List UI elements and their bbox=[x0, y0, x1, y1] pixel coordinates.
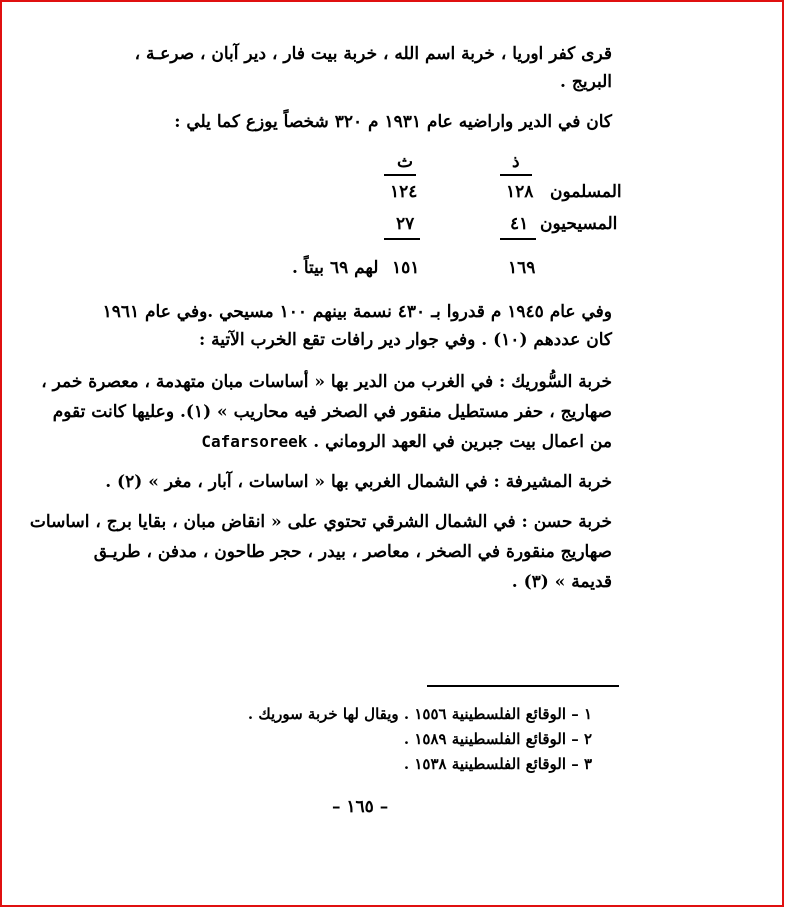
para1-line-1: وفي عام ١٩٤٥ م قدروا بـ ٤٣٠ نسمة بينهم ١٠٠ مسيحي .وفي عام ١٩٦١ bbox=[102, 302, 612, 322]
khirba-sourik-line-2: صهاريج ، حفر مستطيل منقور في الصخر فيه محاريب » (١). وعليها كانت تقوم bbox=[52, 402, 612, 422]
row-christians-female: ٢٧ bbox=[396, 214, 415, 234]
khirba-sourik-line-1: خربة السُّوريك : في الغرب من الدير بها « أساسات مبان متهدمة ، معصرة خمر ، bbox=[41, 372, 612, 392]
top-line-2: البريج . bbox=[560, 72, 612, 92]
header-female: ث bbox=[397, 152, 414, 172]
row-muslims-male: ١٢٨ bbox=[506, 182, 534, 202]
khirba-hasan-line-2: صهاريج منقورة في الصخر ، معاصر ، بيدر ، حجر طاحون ، مدفن ، طريـق bbox=[93, 542, 612, 562]
khirba-hasan-line-3: قديمة » (٣) . bbox=[511, 572, 612, 592]
top-line-1: قرى كفر اوريا ، خربة اسم الله ، خربة بيت فار ، دير آبان ، صرعـة ، bbox=[134, 44, 612, 64]
footnote-3: ٣ – الوقائع الفلسطينية ١٥٣٨ . bbox=[403, 755, 592, 773]
khirba-sourik-line-3 bbox=[201, 430, 612, 454]
khirba-mushayrifa: خربة المشيرفة : في الشمال الغربي بها « اساسات ، آبار ، مغر » (٢) . bbox=[105, 472, 612, 492]
row-muslims-female: ١٢٤ bbox=[390, 182, 418, 202]
latin-name-cafarsoreek: Cafarsoreek bbox=[201, 432, 308, 451]
total-female: ١٥١ bbox=[392, 258, 420, 278]
footnote-rule bbox=[427, 685, 619, 687]
para1-line-2: كان عددهم (١٠) . وفي جوار دير رافات تقع الخرب الآتية : bbox=[198, 330, 612, 350]
population-table bbox=[292, 152, 632, 282]
footnote-1: ١ – الوقائع الفلسطينية ١٥٥٦ . ويقال لها خربة سوريك . bbox=[247, 705, 592, 723]
row-muslims-label: المسلمون bbox=[550, 182, 622, 202]
row-christians-male-underline bbox=[500, 238, 536, 240]
row-christians-female-underline bbox=[384, 238, 420, 240]
page-number: – ١٦٥ – bbox=[332, 797, 389, 817]
total-note: لهم ٦٩ بيتاً . bbox=[292, 258, 379, 278]
row-christians-male: ٤١ bbox=[510, 214, 529, 234]
header-male: ذ bbox=[512, 152, 520, 172]
row-christians-label: المسيحيون bbox=[540, 214, 618, 234]
khirba-hasan-line-1: خربة حسن : في الشمال الشرقي تحتوي على « انقاض مبان ، بقايا برج ، اساسات bbox=[29, 512, 612, 532]
total-male: ١٦٩ bbox=[508, 258, 536, 278]
footnote-2: ٢ – الوقائع الفلسطينية ١٥٨٩ . bbox=[403, 730, 592, 748]
population-intro: كان في الدير واراضيه عام ١٩٣١ م ٣٢٠ شخصاً يوزع كما يلي : bbox=[174, 112, 612, 132]
header-female-underline bbox=[384, 174, 416, 176]
header-male-underline bbox=[500, 174, 532, 176]
khirba-sourik-line-3-text: من اعمال بيت جبرين في العهد الروماني . bbox=[313, 432, 612, 452]
